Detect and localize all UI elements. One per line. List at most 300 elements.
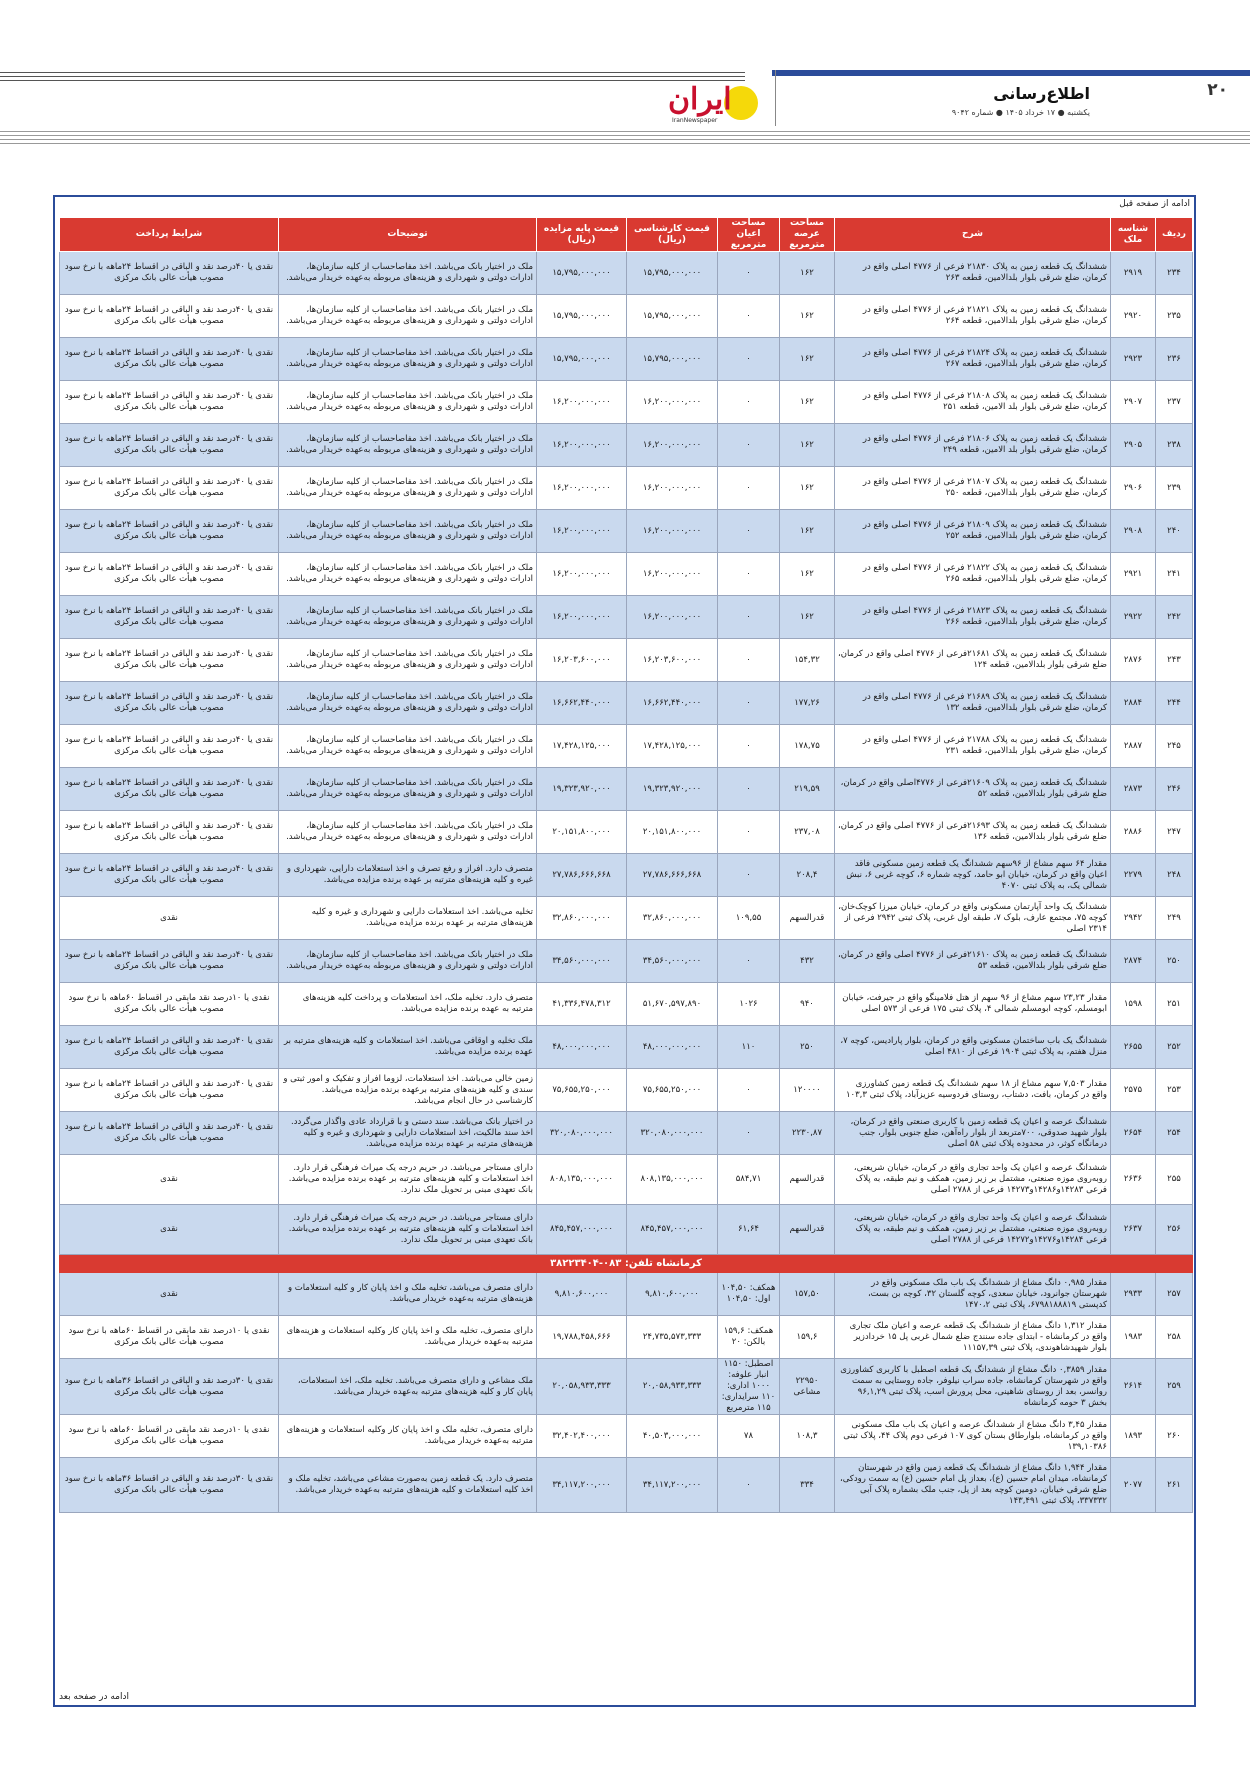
building-area: ۰ (718, 1069, 780, 1112)
rule-line (0, 131, 1250, 132)
table-row (60, 1458, 1193, 1513)
property-description: ششدانگ یک واحد آپارتمان مسکونی واقع در کرمان، خیابان میرزا کوچک‌خان، کوچه ۷۵، مجتمع عارف، بلوک ۷، طبقه اول غربی، پلاک ثبتی ۲۹۴۲ فرعی از ۲۳۱۴ اصلی (835, 897, 1111, 940)
header-cell: شناسه ملک (1111, 218, 1156, 252)
logo-wordmark: ایران (668, 82, 732, 117)
property-id: ۲۸۸۴ (1111, 682, 1156, 725)
building-area: ۰ (718, 424, 780, 467)
table-body-kerman (60, 252, 1193, 1255)
base-price: ۱۹,۳۲۳,۹۲۰,۰۰۰ (537, 768, 627, 811)
row-number: ۲۴۳ (1156, 639, 1193, 682)
property-id: ۲۹۰۶ (1111, 467, 1156, 510)
payment-terms: نقدی یا ۴۰درصد نقد و الباقی در اقساط ۲۴ماهه با نرخ سود مصوب هیأت عالی بانک مرکزی (60, 768, 279, 811)
property-description: ششدانگ عرصه و اعیان یک واحد تجاری واقع در کرمان، خیابان شریعتی، روبه‌روی موزه صنعتی، مشتمل بر زیر زمین، همکف و نیم طبقه، به پلاک فرعی ۱۴۲۸۳و۱۴۲۸۶و۱۴۲۷۳ فرعی از ۲۷۸۸ اصلی (835, 1155, 1111, 1205)
property-description: ششدانگ عرصه و اعیان یک قطعه زمین با کاربری صنعتی واقع در کرمان، بلوار شهید صدوقی، ۷۰۰متربعد از بلوار راه‌آهن، ضلع جنوبی بلوار، جنب درمانگاه کوثر، در محدوده پلاک ثبتی ۵۸ اصلی (835, 1112, 1111, 1155)
rule-line (0, 135, 1250, 136)
property-id: ۲۵۷۵ (1111, 1069, 1156, 1112)
land-area: ۲۰۸,۴ (780, 854, 835, 897)
property-description: ششدانگ یک باب ساختمان مسکونی واقع در کرمان، بلوار پارادیس، کوچه ۷، منزل هفتم، به پلاک ثبتی ۱۹۰۴ فرعی از ۴۸۱۰ اصلی (835, 1026, 1111, 1069)
appraisal-price: ۱۵,۷۹۵,۰۰۰,۰۰۰ (627, 295, 718, 338)
property-id: ۲۹۰۷ (1111, 381, 1156, 424)
row-number: ۲۴۰ (1156, 510, 1193, 553)
row-number: ۲۵۸ (1156, 1316, 1193, 1359)
appraisal-price: ۱۶,۲۰۰,۰۰۰,۰۰۰ (627, 381, 718, 424)
base-price: ۸۴۵,۴۵۷,۰۰۰,۰۰۰ (537, 1205, 627, 1255)
property-description: ششدانگ یک قطعه زمین به پلاک ۲۱۶۸۱فرعی از ۴۷۷۶ اصلی واقع در کرمان، ضلع شرقی بلوار بلدالامین، قطعه ۱۲۴ (835, 639, 1111, 682)
row-number: ۲۵۲ (1156, 1026, 1193, 1069)
property-id: ۲۹۳۳ (1111, 1273, 1156, 1316)
row-number: ۲۴۷ (1156, 811, 1193, 854)
notes: ملک در اختیار بانک می‌باشد. اخذ مفاصاحساب از کلیه سازمان‌ها، ادارات دولتی و شهرداری و هزینه‌های مربوطه به‌عهده خریدار می‌باشد. (279, 940, 537, 983)
issue-line: یکشنبه ● ۱۷ خرداد ۱۴۰۵ ● شماره ۹۰۴۲ (951, 108, 1090, 117)
section-title: اطلاع‌رسانی (993, 84, 1090, 103)
rule-line (0, 72, 745, 73)
property-description: مقدار ۱,۹۴۴ دانگ مشاع از ششدانگ یک قطعه زمین واقع در شهرستان کرمانشاه، میدان امام حسین (ع)، بعداز پل امام حسین (ع) به سمت رودکی، ضلع شرقی خیابان، دومین کوچه بعد از پل، جنب ملک بشماره پلاک آبی ۳۳۷۳۳۲، پلاک ثبتی ۱۴۳,۴۹۱ (835, 1458, 1111, 1513)
notes: در اختیار بانک می‌باشد. سند دستی و با قرارداد عادی واگذار می‌گردد. اخذ سند مالکیت، اخذ استعلامات دارایی و شهرداری و غیره و کلیه هزینه‌های مترتبه بر عهده برنده مزایده می‌باشد. (279, 1112, 537, 1155)
property-id: ۲۸۷۶ (1111, 639, 1156, 682)
notes: ملک در اختیار بانک می‌باشد. اخذ مفاصاحساب از کلیه سازمان‌ها، ادارات دولتی و شهرداری و هزینه‌های مربوطه به‌عهده خریدار می‌باشد. (279, 295, 537, 338)
payment-terms: نقدی یا ۴۰درصد نقد و الباقی در اقساط ۲۴ماهه با نرخ سود مصوب هیأت عالی بانک مرکزی (60, 1069, 279, 1112)
table-row (60, 467, 1193, 510)
building-area: ۰ (718, 467, 780, 510)
land-area: ۱۵۷,۵۰ (780, 1273, 835, 1316)
property-description: ششدانگ یک قطعه زمین به پلاک ۲۱۸۰۸ فرعی از ۴۷۷۶ اصلی واقع در کرمان، ضلع شرقی بلوار بلد الامین، قطعه ۲۵۱ (835, 381, 1111, 424)
property-description: ششدانگ یک قطعه زمین به پلاک ۲۱۸۳۰ فرعی از ۴۷۷۶ اصلی واقع در کرمان، ضلع شرقی بلوار بلدالامین، قطعه ۲۶۳ (835, 252, 1111, 295)
building-area: ۰ (718, 295, 780, 338)
property-id: ۲۶۳۷ (1111, 1205, 1156, 1255)
header-cell: قیمت پایه مزایده (ریال) (537, 218, 627, 252)
building-area: ۰ (718, 381, 780, 424)
land-area: ۴۳۲ (780, 940, 835, 983)
payment-terms: نقدی یا ۴۰درصد نقد و الباقی در اقساط ۲۴ماهه با نرخ سود مصوب هیأت عالی بانک مرکزی (60, 940, 279, 983)
property-description: مقدار ۷,۵۰۳ سهم مشاع از ۱۸ سهم ششدانگ یک قطعه زمین کشاورزی واقع در کرمان، بافت، دشتاب، روستای فردوسیه عزیزآباد، پلاک ثبتی ۱۰۳,۳ (835, 1069, 1111, 1112)
base-price: ۱۶,۶۶۲,۴۴۰,۰۰۰ (537, 682, 627, 725)
property-description: مقدار ۰,۹۸۵ دانگ مشاع از ششدانگ یک باب ملک مسکونی واقع در شهرستان جوانرود، خیابان سعدی، کوچه گلستان ۳۲، کوچه بن بست، کدپستی ۶۷۹۸۱۸۸۸۱۹، پلاک ثبتی ۱۴۷۰،۲ (835, 1273, 1111, 1316)
appraisal-price: ۱۶,۲۰۰,۰۰۰,۰۰۰ (627, 553, 718, 596)
region-banner-row (60, 1255, 1193, 1273)
notes: دارای متصرف می‌باشد، تخلیه ملک و اخذ پایان کار و کلیه استعلامات و هزینه‌های مترتبه به‌عهده خریدار می‌باشد. (279, 1273, 537, 1316)
row-number: ۲۳۸ (1156, 424, 1193, 467)
row-number: ۲۴۱ (1156, 553, 1193, 596)
table-row (60, 1273, 1193, 1316)
property-id: ۲۹۰۵ (1111, 424, 1156, 467)
building-area: ۰ (718, 811, 780, 854)
table-row (60, 381, 1193, 424)
property-id: ۲۹۲۳ (1111, 338, 1156, 381)
building-area: ۵۸۴,۷۱ (718, 1155, 780, 1205)
property-description: ششدانگ یک قطعه زمین به پلاک ۲۱۷۸۸ فرعی از ۴۷۷۶ اصلی واقع در کرمان، ضلع شرقی بلوار بلدالامین، قطعه ۲۳۱ (835, 725, 1111, 768)
property-id: ۲۹۲۱ (1111, 553, 1156, 596)
appraisal-price: ۱۵,۷۹۵,۰۰۰,۰۰۰ (627, 338, 718, 381)
header-cell: قیمت کارشناسی (ریال) (627, 218, 718, 252)
rule-line (0, 76, 745, 77)
row-number: ۲۴۶ (1156, 768, 1193, 811)
property-id: ۲۹۰۸ (1111, 510, 1156, 553)
row-number: ۲۴۲ (1156, 596, 1193, 639)
appraisal-price: ۲۴,۷۳۵,۵۷۳,۳۳۳ (627, 1316, 718, 1359)
table-row (60, 1316, 1193, 1359)
payment-terms: نقدی یا ۴۰درصد نقد و الباقی در اقساط ۲۴ماهه با نرخ سود مصوب هیأت عالی بانک مرکزی (60, 553, 279, 596)
base-price: ۳۲,۸۶۰,۰۰۰,۰۰۰ (537, 897, 627, 940)
payment-terms: نقدی یا ۴۰درصد نقد و الباقی در اقساط ۲۴ماهه با نرخ سود مصوب هیأت عالی بانک مرکزی (60, 811, 279, 854)
payment-terms: نقدی یا ۴۰درصد نقد و الباقی در اقساط ۲۴ماهه با نرخ سود مصوب هیأت عالی بانک مرکزی (60, 295, 279, 338)
section-accent-bar (772, 70, 1250, 76)
masthead (0, 0, 1250, 150)
payment-terms: نقدی یا ۴۰درصد نقد و الباقی در اقساط ۲۴ماهه با نرخ سود مصوب هیأت عالی بانک مرکزی (60, 596, 279, 639)
payment-terms: نقدی یا ۴۰درصد نقد و الباقی در اقساط ۲۴ماهه با نرخ سود مصوب هیأت عالی بانک مرکزی (60, 1112, 279, 1155)
table-row (60, 897, 1193, 940)
land-area: ۲۲۹۵۰ مشاعی (780, 1359, 835, 1415)
base-price: ۱۶,۲۰۰,۰۰۰,۰۰۰ (537, 424, 627, 467)
appraisal-price: ۱۶,۲۰۳,۶۰۰,۰۰۰ (627, 639, 718, 682)
building-area: ۰ (718, 940, 780, 983)
base-price: ۱۵,۷۹۵,۰۰۰,۰۰۰ (537, 295, 627, 338)
payment-terms: نقدی یا ۴۰درصد نقد و الباقی در اقساط ۲۴ماهه با نرخ سود مصوب هیأت عالی بانک مرکزی (60, 510, 279, 553)
property-id: ۱۵۹۸ (1111, 983, 1156, 1026)
appraisal-price: ۴۰,۵۰۳,۰۰۰,۰۰۰ (627, 1415, 718, 1458)
property-description: مقدار ۳,۴۵ دانگ مشاع از ششدانگ عرصه و اعیان یک باب ملک مسکونی واقع در کرمانشاه، بلوارطاق بستان کوی ۱۰۷ فرعی دوم پلاک ۴۴، پلاک ثبتی ۱۳۹,۱۰۳۸۶ (835, 1415, 1111, 1458)
property-id: ۲۹۱۹ (1111, 252, 1156, 295)
notes: ملک در اختیار بانک می‌باشد. اخذ مفاصاحساب از کلیه سازمان‌ها، ادارات دولتی و شهرداری و هزینه‌های مربوطه به‌عهده خریدار می‌باشد. (279, 768, 537, 811)
notes: ملک در اختیار بانک می‌باشد. اخذ مفاصاحساب از کلیه سازمان‌ها، ادارات دولتی و شهرداری و هزینه‌های مربوطه به‌عهده خریدار می‌باشد. (279, 467, 537, 510)
row-number: ۲۵۱ (1156, 983, 1193, 1026)
appraisal-price: ۳۲,۸۶۰,۰۰۰,۰۰۰ (627, 897, 718, 940)
base-price: ۳۲,۴۰۲,۴۰۰,۰۰۰ (537, 1415, 627, 1458)
row-number: ۲۶۱ (1156, 1458, 1193, 1513)
row-number: ۲۴۹ (1156, 897, 1193, 940)
land-area: ۱۶۲ (780, 424, 835, 467)
base-price: ۴۸,۰۰۰,۰۰۰,۰۰۰ (537, 1026, 627, 1069)
table-row (60, 424, 1193, 467)
base-price: ۷۵,۶۵۵,۲۵۰,۰۰۰ (537, 1069, 627, 1112)
building-area: ۰ (718, 768, 780, 811)
notes: ملک در اختیار بانک می‌باشد. اخذ مفاصاحساب از کلیه سازمان‌ها، ادارات دولتی و شهرداری و هزینه‌های مربوطه به‌عهده خریدار می‌باشد. (279, 811, 537, 854)
building-area: اصطبل: ۱۱۵۰ انبار علوفه: ۱۰۰۰ اداری: ۱۱۰ سرایداری: ۱۱۵ مترمربع (718, 1359, 780, 1415)
table-row (60, 682, 1193, 725)
property-id: ۲۹۲۲ (1111, 596, 1156, 639)
table-row (60, 1359, 1193, 1415)
appraisal-price: ۱۷,۴۲۸,۱۲۵,۰۰۰ (627, 725, 718, 768)
property-description: ششدانگ یک قطعه زمین به پلاک ۲۱۸۲۳ فرعی از ۴۷۷۶ اصلی واقع در کرمان، ضلع شرقی بلوار بلدالامین، قطعه ۲۶۶ (835, 596, 1111, 639)
notes: ملک در اختیار بانک می‌باشد. اخذ مفاصاحساب از کلیه سازمان‌ها، ادارات دولتی و شهرداری و هزینه‌های مربوطه به‌عهده خریدار می‌باشد. (279, 338, 537, 381)
appraisal-price: ۳۴,۱۱۷,۲۰۰,۰۰۰ (627, 1458, 718, 1513)
notes: ملک در اختیار بانک می‌باشد. اخذ مفاصاحساب از کلیه سازمان‌ها، ادارات دولتی و شهرداری و هزینه‌های مربوطه به‌عهده خریدار می‌باشد. (279, 381, 537, 424)
base-price: ۱۶,۲۰۰,۰۰۰,۰۰۰ (537, 553, 627, 596)
notes: ملک در اختیار بانک می‌باشد. اخذ مفاصاحساب از کلیه سازمان‌ها، ادارات دولتی و شهرداری و هزینه‌های مربوطه به‌عهده خریدار می‌باشد. (279, 252, 537, 295)
base-price: ۱۵,۷۹۵,۰۰۰,۰۰۰ (537, 338, 627, 381)
property-id: ۲۰۷۷ (1111, 1458, 1156, 1513)
property-description: ششدانگ یک قطعه زمین به پلاک ۲۱۸۲۱ فرعی از ۴۷۷۶ اصلی واقع در کرمان، ضلع شرقی بلوار بلدالامین، قطعه ۲۶۴ (835, 295, 1111, 338)
appraisal-price: ۱۶,۲۰۰,۰۰۰,۰۰۰ (627, 596, 718, 639)
payment-terms: نقدی یا ۴۰درصد نقد و الباقی در اقساط ۲۴ماهه با نرخ سود مصوب هیأت عالی بانک مرکزی (60, 854, 279, 897)
row-number: ۲۳۵ (1156, 295, 1193, 338)
table-row (60, 295, 1193, 338)
building-area: ۰ (718, 252, 780, 295)
row-number: ۲۳۹ (1156, 467, 1193, 510)
property-description: مقدار ۰,۳۸۵۹ دانگ مشاع از ششدانگ یک قطعه اصطبل با کاربری کشاورزی واقع در شهرستان کرمانشاه، جاده سراب نیلوفر، جاده روستایی به سمت روانسر، بعد از روستای شاهینی، محل پرورش اسب، پلاک ثبتی ۹۶,۱,۲۹ بخش ۳ حومه کرمانشاه (835, 1359, 1111, 1415)
row-number: ۲۵۵ (1156, 1155, 1193, 1205)
notes: زمین خالی می‌باشد. اخذ استعلامات، لزوما افراز و تفکیک و امور ثبتی و سندی و کلیه هزینه‌های مترتبه برعهده برنده مزایده می‌باشد. کارشناسی در حال انجام می‌باشد. (279, 1069, 537, 1112)
property-id: ۱۹۸۳ (1111, 1316, 1156, 1359)
header-cell: شرایط پرداخت (60, 218, 279, 252)
base-price: ۱۹,۷۸۸,۴۵۸,۶۶۶ (537, 1316, 627, 1359)
property-description: مقدار ۶۴ سهم مشاع از ۹۶سهم ششدانگ یک قطعه زمین مسکونی فاقد اعیان واقع در کرمان، خیابان ابو حامد، کوچه شماره ۶، کوچه غربی ۶، نبش شمالی یک، به پلاک ثبتی ۴۰۷۰ (835, 854, 1111, 897)
payment-terms: نقدی یا ۱۰درصد نقد مابقی در اقساط ۶۰ماهه با نرخ سود مصوب هیأت عالی بانک مرکزی (60, 1316, 279, 1359)
property-description: ششدانگ یک قطعه زمین به پلاک ۲۱۶۰۹فرعی از ۴۷۷۶اصلی واقع در کرمان، ضلع شرقی بلوار بلدالامین، قطعه ۵۲ (835, 768, 1111, 811)
building-area: ۰ (718, 1112, 780, 1155)
rule-line (0, 80, 745, 81)
table-row (60, 510, 1193, 553)
property-id: ۲۶۵۵ (1111, 1026, 1156, 1069)
payment-terms: نقدی یا ۴۰درصد نقد و الباقی در اقساط ۲۴ماهه با نرخ سود مصوب هیأت عالی بانک مرکزی (60, 381, 279, 424)
table-header-row (60, 218, 1193, 252)
building-area: ۰ (718, 682, 780, 725)
building-area: ۱۱۰ (718, 1026, 780, 1069)
table-row (60, 252, 1193, 295)
row-number: ۲۳۴ (1156, 252, 1193, 295)
property-id: ۲۶۵۴ (1111, 1112, 1156, 1155)
row-number: ۲۳۷ (1156, 381, 1193, 424)
table-row (60, 553, 1193, 596)
payment-terms: نقدی یا ۴۰درصد نقد و الباقی در اقساط ۲۴ماهه با نرخ سود مصوب هیأت عالی بانک مرکزی (60, 252, 279, 295)
land-area: ۱۶۲ (780, 596, 835, 639)
base-price: ۱۵,۷۹۵,۰۰۰,۰۰۰ (537, 252, 627, 295)
table-row (60, 1026, 1193, 1069)
property-id: ۲۸۷۴ (1111, 940, 1156, 983)
table-row (60, 596, 1193, 639)
appraisal-price: ۲۰,۱۵۱,۸۰۰,۰۰۰ (627, 811, 718, 854)
divider (775, 70, 776, 126)
appraisal-price: ۹,۸۱۰,۶۰۰,۰۰۰ (627, 1273, 718, 1316)
property-description: مقدار ۱,۳۱۲ دانگ مشاع از ششدانگ یک قطعه عرصه و اعیان ملک تجاری واقع در کرمانشاه - ابتدای جاده سنندج ضلع شمال غربی پل ۱۵ خردادزیر بلوار شهیدشاهوندی، پلاک ثبتی ۱۱۱۵۷,۳۹ (835, 1316, 1111, 1359)
appraisal-price: ۱۹,۳۲۳,۹۲۰,۰۰۰ (627, 768, 718, 811)
table-row (60, 768, 1193, 811)
row-number: ۲۴۴ (1156, 682, 1193, 725)
base-price: ۳۴,۵۶۰,۰۰۰,۰۰۰ (537, 940, 627, 983)
notes: ملک در اختیار بانک می‌باشد. اخذ مفاصاحساب از کلیه سازمان‌ها، ادارات دولتی و شهرداری و هزینه‌های مربوطه به‌عهده خریدار می‌باشد. (279, 639, 537, 682)
property-id: ۲۹۴۲ (1111, 897, 1156, 940)
notes: ملک مشاعی و دارای متصرف می‌باشد. تخلیه ملک، اخذ استعلامات، پایان کار و کلیه هزینه‌های مترتبه به‌عهده خریدار می‌باشد. (279, 1359, 537, 1415)
base-price: ۳۴,۱۱۷,۲۰۰,۰۰۰ (537, 1458, 627, 1513)
property-description: ششدانگ یک قطعه زمین به پلاک ۲۱۶۸۹ فرعی از ۴۷۷۶ اصلی واقع در کرمان، ضلع شرقی بلوار بلدالامین، قطعه ۱۳۲ (835, 682, 1111, 725)
land-area: ۲۱۹,۵۹ (780, 768, 835, 811)
header-cell: توضیحات (279, 218, 537, 252)
row-number: ۲۳۶ (1156, 338, 1193, 381)
land-area: ۲۳۷,۰۸ (780, 811, 835, 854)
payment-terms: نقدی یا ۳۰درصد نقد و الباقی در اقساط ۳۶ماهه با نرخ سود مصوب هیأت عالی بانک مرکزی (60, 1458, 279, 1513)
notes: ملک در اختیار بانک می‌باشد. اخذ مفاصاحساب از کلیه سازمان‌ها، ادارات دولتی و شهرداری و هزینه‌های مربوطه به‌عهده خریدار می‌باشد. (279, 682, 537, 725)
notes: دارای مستاجر می‌باشد. در حریم درجه یک میراث فرهنگی قرار دارد. اخذ استعلامات و کلیه هزینه‌های مترتبه بر عهده برنده مزایده می‌باشد. بانک تعهدی مبنی بر تحویل ملک ندارد. (279, 1205, 537, 1255)
property-id: ۲۶۳۶ (1111, 1155, 1156, 1205)
table-row (60, 1415, 1193, 1458)
building-area: ۰ (718, 639, 780, 682)
payment-terms: نقدی یا ۴۰درصد نقد و الباقی در اقساط ۲۴ماهه با نرخ سود مصوب هیأت عالی بانک مرکزی (60, 639, 279, 682)
table-row (60, 983, 1193, 1026)
notes: دارای متصرف، تخلیه ملک و اخذ پایان کار وکلیه استعلامات و هزینه‌های مترتبه به‌عهده خریدار می‌باشد. (279, 1415, 537, 1458)
row-number: ۲۴۵ (1156, 725, 1193, 768)
property-description: مقدار ۲۳,۲۳ سهم مشاع از ۹۶ سهم از هتل فلامینگو واقع در جیرفت، خیابان ابومسلم، کوچه ابومسلم شمالی ۴، پلاک ثبتی ۱۷۵ فرعی از ۵۷۳ اصلی (835, 983, 1111, 1026)
row-number: ۲۴۸ (1156, 854, 1193, 897)
table-row (60, 1069, 1193, 1112)
building-area: ۰ (718, 1458, 780, 1513)
header-cell: شرح (835, 218, 1111, 252)
building-area: ۰ (718, 510, 780, 553)
page-number: ۲۰ (1207, 80, 1228, 100)
appraisal-price: ۴۸,۰۰۰,۰۰۰,۰۰۰ (627, 1026, 718, 1069)
building-area: ۰ (718, 854, 780, 897)
row-number: ۲۵۰ (1156, 940, 1193, 983)
appraisal-price: ۱۶,۲۰۰,۰۰۰,۰۰۰ (627, 424, 718, 467)
base-price: ۳۲۰,۰۸۰,۰۰۰,۰۰۰ (537, 1112, 627, 1155)
notes: دارای مستاجر می‌باشد. در حریم درجه یک میراث فرهنگی قرار دارد. اخذ استعلامات و کلیه هزینه‌های مترتبه بر عهده برنده مزایده می‌باشد. بانک تعهدی مبنی بر تحویل ملک ندارد. (279, 1155, 537, 1205)
table-row (60, 811, 1193, 854)
appraisal-price: ۷۵,۶۵۵,۲۵۰,۰۰۰ (627, 1069, 718, 1112)
payment-terms: نقدی یا ۱۰درصد نقد مابقی در اقساط ۶۰ماهه با نرخ سود مصوب هیأت عالی بانک مرکزی (60, 1415, 279, 1458)
land-area: ۱۶۲ (780, 252, 835, 295)
row-number: ۲۵۷ (1156, 1273, 1193, 1316)
base-price: ۹,۸۱۰,۶۰۰,۰۰۰ (537, 1273, 627, 1316)
table-body-kermanshah (60, 1273, 1193, 1513)
property-description: ششدانگ یک قطعه زمین به پلاک ۲۱۸۰۹ فرعی از ۴۷۷۶ اصلی واقع در کرمان، ضلع شرقی بلوار بلدالامین، قطعه ۲۵۲ (835, 510, 1111, 553)
auction-table (59, 217, 1193, 1513)
notes: دارای متصرف، تخلیه ملک و اخذ پایان کار وکلیه استعلامات و هزینه‌های مترتبه به‌عهده خریدار می‌باشد. (279, 1316, 537, 1359)
land-area: ۱۶۲ (780, 295, 835, 338)
base-price: ۱۶,۲۰۳,۶۰۰,۰۰۰ (537, 639, 627, 682)
row-number: ۲۵۳ (1156, 1069, 1193, 1112)
base-price: ۱۶,۲۰۰,۰۰۰,۰۰۰ (537, 596, 627, 639)
land-area: ۱۶۲ (780, 467, 835, 510)
property-description: ششدانگ یک قطعه زمین به پلاک ۲۱۶۱۰فرعی از ۴۷۷۶ اصلی واقع در کرمان، ضلع شرقی بلوار بلدالامین، قطعه ۵۳ (835, 940, 1111, 983)
newspaper-logo (668, 82, 762, 126)
property-id: ۲۸۸۷ (1111, 725, 1156, 768)
payment-terms: نقدی یا ۳۰درصد نقد و الباقی در اقساط ۳۶ماهه با نرخ سود مصوب هیأت عالی بانک مرکزی (60, 1359, 279, 1415)
building-area: ۱۰۹,۵۵ (718, 897, 780, 940)
building-area: ۰ (718, 338, 780, 381)
header-cell: ردیف (1156, 218, 1193, 252)
notes: متصرف دارد. افراز و رفع تصرف و اخذ استعلامات دارایی، شهرداری و غیره و کلیه هزینه‌های مترتبه بر عهده برنده مزایده می‌باشد. (279, 854, 537, 897)
row-number: ۲۵۴ (1156, 1112, 1193, 1155)
appraisal-price: ۱۶,۶۶۲,۴۴۰,۰۰۰ (627, 682, 718, 725)
land-area: قدرالسهم (780, 1205, 835, 1255)
property-id: ۱۸۹۳ (1111, 1415, 1156, 1458)
land-area: ۳۳۴ (780, 1458, 835, 1513)
rule-line (0, 143, 1250, 144)
land-area: ۹۴۰ (780, 983, 835, 1026)
payment-terms: نقدی یا ۴۰درصد نقد و الباقی در اقساط ۲۴ماهه با نرخ سود مصوب هیأت عالی بانک مرکزی (60, 338, 279, 381)
property-description: ششدانگ یک قطعه زمین به پلاک ۲۱۸۰۶ فرعی از ۴۷۷۶ اصلی واقع در کرمان، ضلع شرقی بلوار بلد الامین، قطعه ۲۴۹ (835, 424, 1111, 467)
property-id: ۲۸۸۶ (1111, 811, 1156, 854)
table-row (60, 338, 1193, 381)
payment-terms: نقدی یا ۴۰درصد نقد و الباقی در اقساط ۲۴ماهه با نرخ سود مصوب هیأت عالی بانک مرکزی (60, 424, 279, 467)
land-area: ۱۲۰۰۰۰ (780, 1069, 835, 1112)
land-area: ۱۶۲ (780, 553, 835, 596)
appraisal-price: ۱۵,۷۹۵,۰۰۰,۰۰۰ (627, 252, 718, 295)
land-area: ۱۰۸,۳ (780, 1415, 835, 1458)
table-row (60, 725, 1193, 768)
table-row (60, 854, 1193, 897)
building-area: ۰ (718, 725, 780, 768)
base-price: ۱۶,۲۰۰,۰۰۰,۰۰۰ (537, 510, 627, 553)
appraisal-price: ۱۶,۲۰۰,۰۰۰,۰۰۰ (627, 467, 718, 510)
notes: متصرف دارد. یک قطعه زمین به‌صورت مشاعی می‌باشد، تخلیه ملک و اخذ کلیه استعلامات و کلیه هزینه‌های مترتبه به‌عهده خریدار می‌باشد. (279, 1458, 537, 1513)
land-area: ۲۲۳۰,۸۷ (780, 1112, 835, 1155)
continued-from-label: ادامه از صفحه قبل (1119, 199, 1190, 209)
region-banner: کرمانشاه تلفن: ۰۸۳-۳۸۲۲۳۴۰۴ (60, 1255, 1193, 1273)
payment-terms: نقدی یا ۴۰درصد نقد و الباقی در اقساط ۲۴ماهه با نرخ سود مصوب هیأت عالی بانک مرکزی (60, 725, 279, 768)
building-area: ۰ (718, 596, 780, 639)
building-area: همکف: ۱۵۹,۶ بالکن: ۲۰ (718, 1316, 780, 1359)
land-area: ۱۵۴,۳۲ (780, 639, 835, 682)
property-description: ششدانگ عرصه و اعیان یک واحد تجاری واقع در کرمان، خیابان شریعتی، روبه‌روی موزه صنعتی، مشتمل بر زیر زمین، همکف و نیم طبقه، به پلاک فرعی ۱۴۲۸۴و۱۴۲۷۶و۱۴۲۷۲ فرعی از ۲۷۸۸ اصلی (835, 1205, 1111, 1255)
base-price: ۸۰۸,۱۳۵,۰۰۰,۰۰۰ (537, 1155, 627, 1205)
appraisal-price: ۳۴,۵۶۰,۰۰۰,۰۰۰ (627, 940, 718, 983)
notes: متصرف دارد. تخلیه ملک، اخذ استعلامات و پرداخت کلیه هزینه‌های مترتبه به عهده برنده مزایده می‌باشد. (279, 983, 537, 1026)
land-area: قدرالسهم (780, 1155, 835, 1205)
auction-table-frame (53, 195, 1196, 1707)
building-area: ۷۸ (718, 1415, 780, 1458)
table-row (60, 1205, 1193, 1255)
notes: ملک تخلیه و اوقافی می‌باشد. اخذ استعلامات و کلیه هزینه‌های مترتبه بر عهده برنده مزایده می‌باشد. (279, 1026, 537, 1069)
payment-terms: نقدی یا ۱۰درصد نقد مابقی در اقساط ۶۰ماهه با نرخ سود مصوب هیأت عالی بانک مرکزی (60, 983, 279, 1026)
notes: ملک در اختیار بانک می‌باشد. اخذ مفاصاحساب از کلیه سازمان‌ها، ادارات دولتی و شهرداری و هزینه‌های مربوطه به‌عهده خریدار می‌باشد. (279, 725, 537, 768)
land-area: ۱۷۷,۲۶ (780, 682, 835, 725)
continued-to-label: ادامه در صفحه بعد (59, 1692, 129, 1702)
base-price: ۴۱,۳۳۶,۴۷۸,۳۱۲ (537, 983, 627, 1026)
row-number: ۲۵۶ (1156, 1205, 1193, 1255)
notes: تخلیه می‌باشد. اخذ استعلامات دارایی و شهرداری و غیره و کلیه هزینه‌های مترتبه بر عهده برنده مزایده می‌باشد. (279, 897, 537, 940)
payment-terms: نقدی یا ۴۰درصد نقد و الباقی در اقساط ۲۴ماهه با نرخ سود مصوب هیأت عالی بانک مرکزی (60, 1026, 279, 1069)
appraisal-price: ۲۰,۰۵۸,۹۳۳,۳۳۳ (627, 1359, 718, 1415)
appraisal-price: ۸۰۸,۱۳۵,۰۰۰,۰۰۰ (627, 1155, 718, 1205)
property-id: ۲۹۲۰ (1111, 295, 1156, 338)
header-cell: مساحت اعیان مترمربع (718, 218, 780, 252)
building-area: ۶۱,۶۴ (718, 1205, 780, 1255)
table-row (60, 639, 1193, 682)
notes: ملک در اختیار بانک می‌باشد. اخذ مفاصاحساب از کلیه سازمان‌ها، ادارات دولتی و شهرداری و هزینه‌های مربوطه به‌عهده خریدار می‌باشد. (279, 553, 537, 596)
base-price: ۱۶,۲۰۰,۰۰۰,۰۰۰ (537, 467, 627, 510)
property-id: ۲۲۷۹ (1111, 854, 1156, 897)
row-number: ۲۵۹ (1156, 1359, 1193, 1415)
payment-terms: نقدی (60, 1155, 279, 1205)
notes: ملک در اختیار بانک می‌باشد. اخذ مفاصاحساب از کلیه سازمان‌ها، ادارات دولتی و شهرداری و هزینه‌های مربوطه به‌عهده خریدار می‌باشد. (279, 424, 537, 467)
region-banner-group (60, 1255, 1193, 1273)
base-price: ۱۷,۴۲۸,۱۲۵,۰۰۰ (537, 725, 627, 768)
base-price: ۲۷,۷۸۶,۶۶۶,۶۶۸ (537, 854, 627, 897)
row-number: ۲۶۰ (1156, 1415, 1193, 1458)
base-price: ۱۶,۲۰۰,۰۰۰,۰۰۰ (537, 381, 627, 424)
table-row (60, 1112, 1193, 1155)
land-area: ۱۷۸,۷۵ (780, 725, 835, 768)
base-price: ۲۰,۰۵۸,۹۳۳,۳۳۳ (537, 1359, 627, 1415)
land-area: قدرالسهم (780, 897, 835, 940)
appraisal-price: ۳۲۰,۰۸۰,۰۰۰,۰۰۰ (627, 1112, 718, 1155)
building-area: ۱۰۲۶ (718, 983, 780, 1026)
appraisal-price: ۵۱,۶۷۰,۵۹۷,۸۹۰ (627, 983, 718, 1026)
payment-terms: نقدی (60, 897, 279, 940)
appraisal-price: ۲۷,۷۸۶,۶۶۶,۶۶۸ (627, 854, 718, 897)
rule-line (0, 139, 1250, 140)
payment-terms: نقدی (60, 1273, 279, 1316)
header-cell: مساحت عرصه مترمربع (780, 218, 835, 252)
property-description: ششدانگ یک قطعه زمین به پلاک ۲۱۸۲۲ فرعی از ۴۷۷۶ اصلی واقع در کرمان، ضلع شرقی بلوار بلدالامین، قطعه ۲۶۵ (835, 553, 1111, 596)
building-area: ۰ (718, 553, 780, 596)
land-area: ۱۵۹,۶ (780, 1316, 835, 1359)
land-area: ۲۵۰ (780, 1026, 835, 1069)
notes: ملک در اختیار بانک می‌باشد. اخذ مفاصاحساب از کلیه سازمان‌ها، ادارات دولتی و شهرداری و هزینه‌های مربوطه به‌عهده خریدار می‌باشد. (279, 596, 537, 639)
property-description: ششدانگ یک قطعه زمین به پلاک ۲۱۸۲۴ فرعی از ۴۷۷۶ اصلی واقع در کرمان، ضلع شرقی بلوار بلدالامین، قطعه ۲۶۷ (835, 338, 1111, 381)
appraisal-price: ۱۶,۲۰۰,۰۰۰,۰۰۰ (627, 510, 718, 553)
base-price: ۲۰,۱۵۱,۸۰۰,۰۰۰ (537, 811, 627, 854)
property-id: ۲۸۷۳ (1111, 768, 1156, 811)
